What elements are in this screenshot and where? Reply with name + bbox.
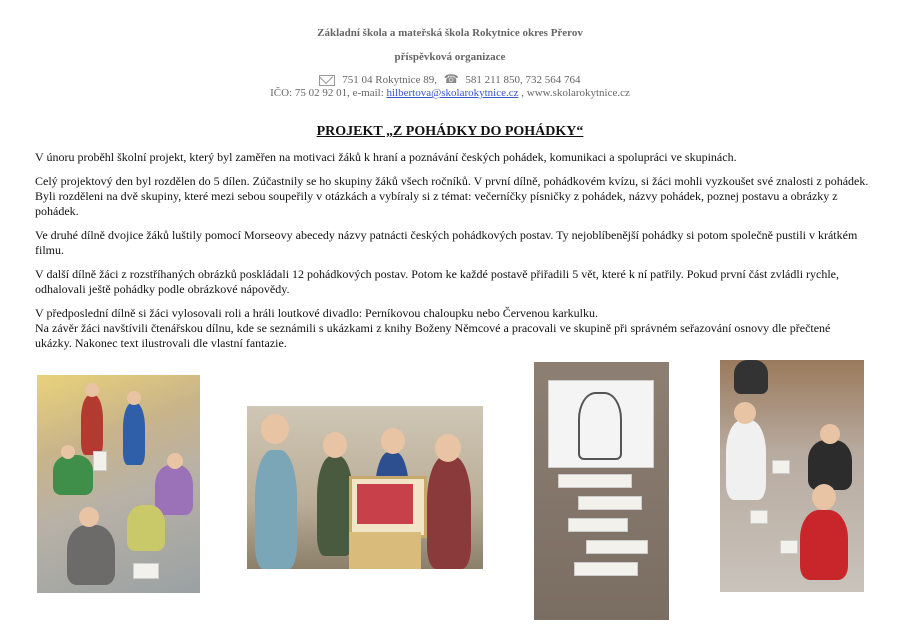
email-link[interactable]: hilbertova@skolarokytnice.cz: [386, 87, 519, 99]
org-type: příspěvková organizace: [394, 51, 506, 63]
envelope-icon: [319, 75, 335, 86]
ico-text: IČO: 75 02 92 01, e-mail:: [270, 87, 384, 99]
paragraph: Ve druhé dílně dvojice žáků luštily pomocí Morseovy abecedy názvy patnácti českých pohádkových postav. Ty nejoblíbenější pohádky si potom společně pustili v krátkém filmu.: [35, 228, 858, 257]
contact-line-1: [0, 73, 900, 87]
phone-text: 581 211 850, 732 564 764: [465, 74, 581, 86]
web-text: , www.skolarokytnice.cz: [521, 87, 630, 99]
paragraph: [35, 306, 870, 351]
letterhead: [0, 26, 900, 100]
phone-icon: ☎: [443, 72, 459, 86]
address-text: 751 04 Rokytnice 89,: [342, 74, 437, 86]
contact-line-2: [0, 87, 900, 100]
paragraph: Celý projektový den byl rozdělen do 5 dílen. Zúčastnily se ho skupiny žáků všech ročníků. V první dílně, pohádkovém kvízu, si žáci mohli vyzkoušet své znalosti z pohádek. Byli rozděleni na dvě skupiny, které mezi sebou soupeřily v otázkách a vybíraly si z témat: večerníčky písničky z pohádek, názvy pohádek, poznej postavu a obrázky z pohádek.: [35, 174, 869, 218]
photo-corridor-workshop: [37, 375, 200, 593]
photo-reading-workshop: [720, 360, 864, 592]
photo-puzzle-activity: [534, 362, 669, 620]
article-body: [35, 150, 870, 360]
paragraph: V další dílně žáci z rozstříhaných obrázků poskládali 12 pohádkových postav. Potom ke každé postavě přiřadili 5 vět, které k ní patřily. Pokud první část zvládli rychle, odhalovali ještě pohádky podle obrázkové nápovědy.: [35, 267, 840, 296]
paragraph-line: Na závěr žáci navštívili čtenářskou dílnu, kde se seznámili s ukázkami z knihy Boženy Němcové a pracovali ve skupině při správném seřazování osnovy dle přečtené ukázky. Nakonec text ilustrovali dle vlastní fantazie.: [35, 321, 831, 350]
paragraph: V únoru proběhl školní projekt, který byl zaměřen na motivaci žáků k hraní a poznávání českých pohádek, komunikaci a spolupráci ve skupinách.: [35, 150, 737, 164]
page-title: PROJEKT „Z POHÁDKY DO POHÁDKY“: [316, 124, 584, 139]
school-name: Základní škola a mateřská škola Rokytnice okres Přerov: [317, 27, 583, 39]
photo-puppet-theatre: [247, 406, 483, 569]
paragraph-line: V předposlední dílně si žáci vylosovali roli a hráli loutkové divadlo: Perníkovou chaloupku nebo Červenou karkulku.: [35, 306, 598, 320]
